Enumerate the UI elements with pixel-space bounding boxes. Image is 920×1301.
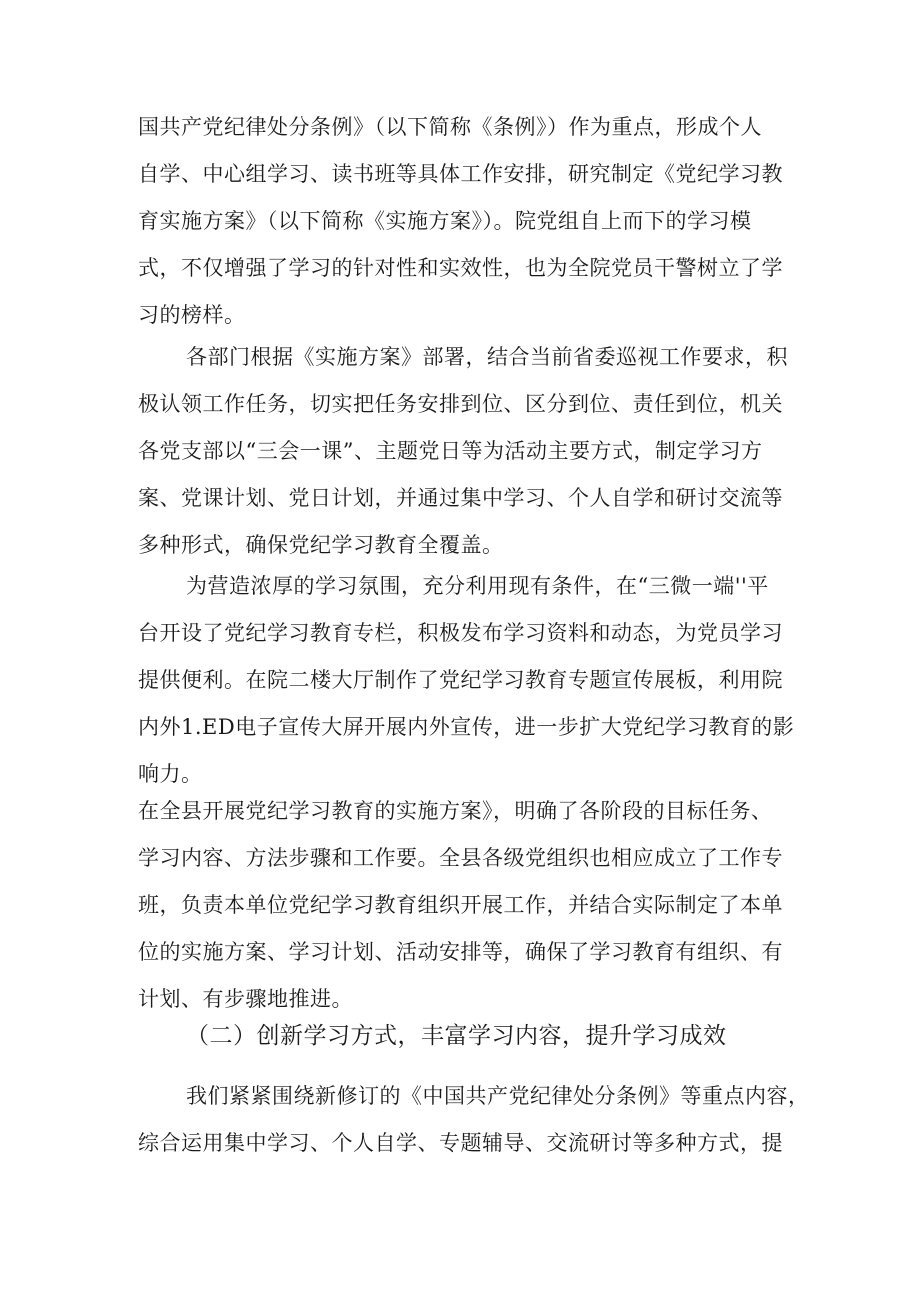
paragraph-2 (138, 334, 788, 569)
text-line: 极认领工作任务，切实把任务安排到位、区分到位、责任到位，机关 (138, 392, 783, 416)
text-line: 案、党课计划、党日计划，并通过集中学习、个人自学和研讨交流等 (138, 486, 783, 510)
paragraph-4 (138, 788, 788, 1023)
text-line: 式，不仅增强了学习的针对性和实效性，也为全院党员干警树立了学 (138, 256, 783, 280)
text-line: 学习内容、方法步骤和工作要。全县各级党组织也相应成立了工作专 (138, 846, 783, 870)
text-line: 在全县开展党纪学习教育的实施方案》，明确了各阶段的目标任务、 (138, 799, 773, 823)
text-line: 习的榜样。 (138, 303, 246, 327)
text-line: 提供便利。在院二楼大厅制作了党纪学习教育专题宣传展板，利用院 (138, 668, 783, 692)
text-line: 为营造浓厚的学习氛围，充分利用现有条件，在“三微一端''平 (186, 574, 769, 598)
text-line: 响力。 (138, 762, 203, 786)
paragraph-3 (138, 563, 795, 798)
text-line: 育实施方案》（以下简称《实施方案》）。院党组自上而下的学习模 (138, 209, 752, 233)
text-line: 内外1.ED电子宣传大屏开展内外宣传，进一步扩大党纪学习教育的影 (138, 715, 795, 739)
text-line: 计划、有步骤地推进。 (138, 987, 353, 1011)
paragraph-1 (138, 104, 788, 339)
text-line: 我们紧紧围绕新修订的《中国共产党纪律处分条例》等重点内容， (186, 1084, 810, 1108)
text-line: 国共产党纪律处分条例》（以下简称《条例》）作为重点，形成个人 (138, 115, 762, 139)
text-line: 班，负责本单位党纪学习教育组织开展工作，并结合实际制定了本单 (138, 893, 783, 917)
section-heading: （二）创新学习方式，丰富学习内容，提升学习成效 (186, 1023, 727, 1049)
text-line: 综合运用集中学习、个人自学、专题辅导、交流研讨等多种方式，提 (138, 1131, 783, 1155)
text-line: 位的实施方案、学习计划、活动安排等，确保了学习教育有组织、有 (138, 940, 783, 964)
paragraph-5 (138, 1073, 810, 1167)
text-line: 台开设了党纪学习教育专栏，积极发布学习资料和动态，为党员学习 (138, 621, 783, 645)
text-line: 自学、中心组学习、读书班等具体工作安排，研究制定《党纪学习教 (138, 162, 783, 186)
text-line: 各党支部以“三会一课”、主题党日等为活动主要方式，制定学习方 (138, 439, 763, 463)
text-line: 多种形式，确保党纪学习教育全覆盖。 (138, 533, 504, 557)
text-line: 各部门根据《实施方案》部署，结合当前省委巡视工作要求，积 (186, 345, 788, 369)
